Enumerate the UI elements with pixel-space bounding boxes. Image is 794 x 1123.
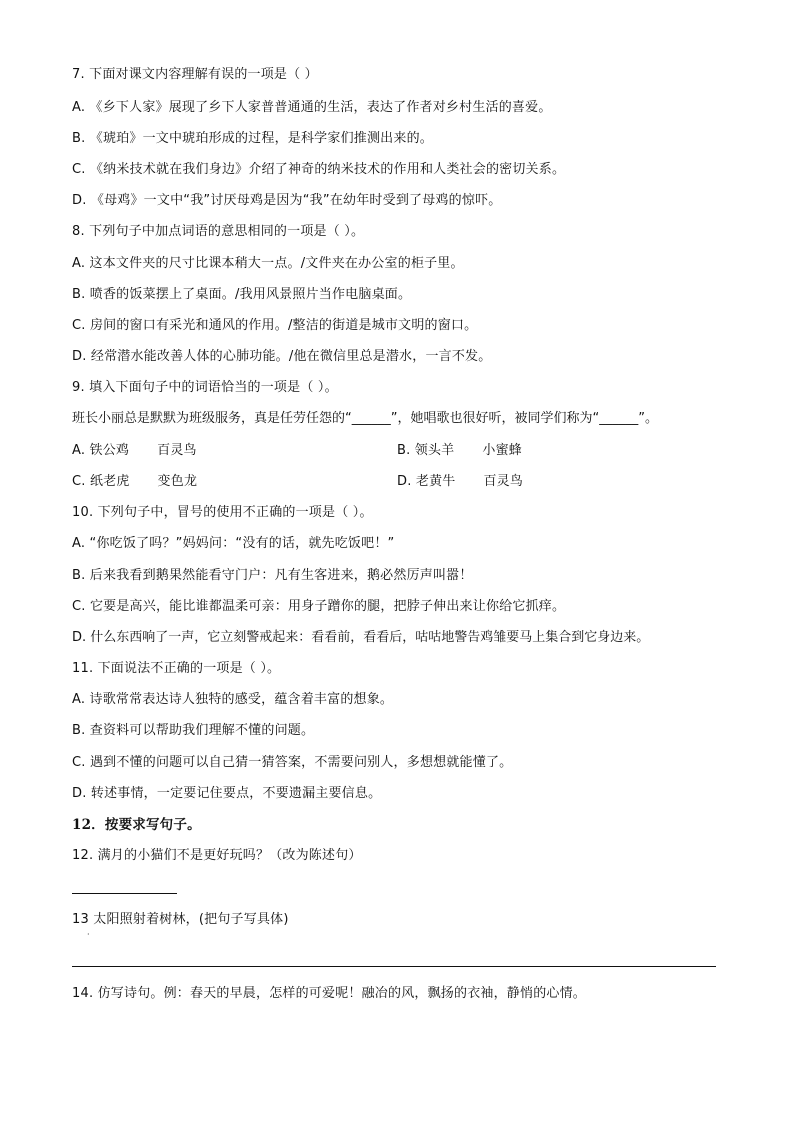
question-11-option-d: D. 转述事情，一定要记住要点，不要遗漏主要信息。 (72, 786, 382, 801)
answer-line-13[interactable] (72, 966, 716, 967)
question-8-stem: 8. 下列句子中加点词语的意思相同的一项是（ ）。 (72, 224, 365, 239)
question-11-option-a: A. 诗歌常常表达诗人独特的感受，蕴含着丰富的想象。 (72, 692, 394, 707)
question-10-option-a: A. “你吃饭了吗？”妈妈问：“没有的话，就先吃饭吧！” (72, 536, 395, 551)
question-7-option-a: A. 《乡下人家》展现了乡下人家普普通通的生活，表达了作者对乡村生活的喜爱。 (72, 100, 552, 115)
option-a-word-1: A. 铁公鸡 (72, 443, 130, 458)
question-9-option-a (72, 443, 197, 459)
option-c-word-2: 变色龙 (157, 474, 198, 489)
question-13-prompt: 13 太阳照射着树林，(把句子写具体) (72, 912, 289, 927)
option-c-word-1: C. 纸老虎 (72, 474, 130, 489)
question-9-option-c (72, 474, 197, 490)
question-10-option-d: D. 什么东西响了一声，它立刻警戒起来：看看前，看看后，咕咕地警告鸡雏要马上集合到它身边来。 (72, 630, 650, 645)
question-7-option-d: D. 《母鸡》一文中“我”讨厌母鸡是因为“我”在幼年时受到了母鸡的惊吓。 (72, 193, 502, 208)
question-9-option-b (397, 443, 522, 459)
option-b-word-1: B. 领头羊 (397, 443, 455, 458)
question-8-option-c: C. 房间的窗口有采光和通风的作用。/整洁的街道是城市文明的窗口。 (72, 318, 478, 333)
option-d-word-1: D. 老黄牛 (397, 474, 456, 489)
question-7-stem: 7. 下面对课文内容理解有误的一项是（ ） (72, 67, 318, 82)
answer-line-12[interactable] (72, 893, 177, 894)
question-9-option-d (397, 474, 523, 490)
question-11-stem: 11. 下面说法不正确的一项是（ ）。 (72, 661, 281, 676)
question-14-prompt: 14. 仿写诗句。例：春天的早晨，怎样的可爱呢！融冶的风，飘扬的衣袖，静悄的心情。 (72, 986, 587, 1001)
section-12-heading: 12．按要求写句子。 (72, 817, 201, 833)
question-9-stem: 9. 填入下面句子中的词语恰当的一项是（ ）。 (72, 380, 338, 395)
question-9-sentence: 班长小丽总是默默为班级服务，真是任劳任怨的“______”，她唱歌也很好听，被同学们称为“______”。 (72, 411, 658, 426)
question-8-option-a: A. 这本文件夹的尺寸比课本稍大一点。/文件夹在办公室的柜子里。 (72, 256, 464, 271)
option-b-word-2: 小蜜蜂 (482, 443, 522, 458)
question-10-option-c: C. 它要是高兴，能比谁都温柔可亲：用身子蹭你的腿，把脖子伸出来让你给它抓痒。 (72, 599, 566, 614)
question-10-option-b: B. 后来我看到鹅果然能看守门户：凡有生客进来，鹅必然厉声叫嚣！ (72, 568, 473, 583)
answer-dot-marker: · (87, 930, 90, 939)
option-d-word-2: 百灵鸟 (483, 474, 524, 489)
question-7-option-c: C. 《纳米技术就在我们身边》介绍了神奇的纳米技术的作用和人类社会的密切关系。 (72, 162, 566, 177)
question-8-option-d: D. 经常潜水能改善人体的心肺功能。/他在微信里总是潜水，一言不发。 (72, 349, 492, 364)
question-11-option-b: B. 查资料可以帮助我们理解不懂的问题。 (72, 723, 315, 738)
option-a-word-2: 百灵鸟 (157, 443, 197, 458)
question-10-stem: 10. 下列句子中，冒号的使用不正确的一项是（ ）。 (72, 505, 373, 520)
question-7-option-b: B. 《琥珀》一文中琥珀形成的过程，是科学家们推测出来的。 (72, 131, 433, 146)
question-12-prompt: 12. 满月的小猫们不是更好玩吗？（改为陈述句） (72, 848, 362, 863)
question-8-option-b: B. 喷香的饭菜摆上了桌面。/我用风景照片当作电脑桌面。 (72, 287, 412, 302)
question-11-option-c: C. 遇到不懂的问题可以自己猜一猜答案，不需要问别人，多想想就能懂了。 (72, 755, 513, 770)
